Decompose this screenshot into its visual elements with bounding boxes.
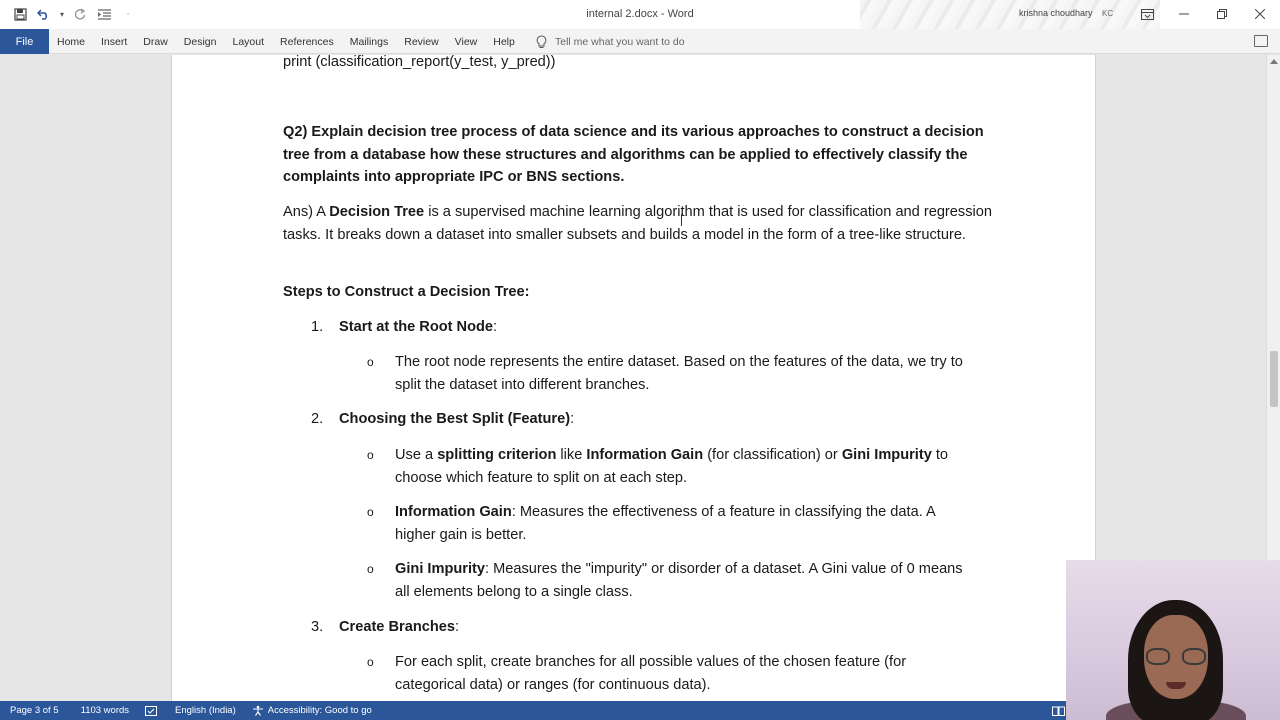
tab-file[interactable]: File: [0, 29, 49, 54]
list-item: 2. Choosing the Best Split (Feature):: [311, 408, 574, 431]
scroll-up-icon[interactable]: [1270, 59, 1278, 64]
save-icon[interactable]: [10, 5, 30, 23]
comments-icon[interactable]: [1254, 35, 1268, 47]
code-line: print (classification_report(y_test, y_pred)): [283, 55, 556, 70]
close-icon[interactable]: [1246, 4, 1274, 24]
tell-me-search[interactable]: [536, 29, 685, 54]
redo-icon[interactable]: [70, 5, 90, 23]
bullet-icon: o: [367, 655, 374, 669]
page-count[interactable]: Page 3 of 5: [10, 705, 59, 716]
document-page[interactable]: [171, 55, 1096, 701]
tab-design[interactable]: Design: [183, 35, 217, 48]
app-name: Word: [667, 8, 694, 20]
undo-icon[interactable]: [34, 5, 54, 23]
ribbon-tabs: [49, 29, 523, 54]
ribbon-tab-bar: [0, 29, 1280, 54]
bullet-icon: o: [367, 505, 374, 519]
tab-review[interactable]: Review: [404, 35, 439, 48]
ribbon-display-options-icon[interactable]: [1133, 4, 1161, 24]
list-item: o For each split, create branches for all possible values of the chosen feature (for categorical data) or ranges (for continuous data).: [367, 651, 967, 696]
quick-access-toolbar: [10, 5, 138, 23]
read-mode-icon[interactable]: [1052, 706, 1065, 716]
text-cursor: [681, 214, 683, 226]
tab-help[interactable]: Help: [493, 35, 515, 48]
accessibility-icon: [252, 705, 264, 716]
tab-draw[interactable]: Draw: [143, 35, 168, 48]
title-bar: [0, 0, 1280, 29]
step-title: Choosing the Best Split (Feature): [339, 411, 571, 427]
window-title: internal 2.docx - Word: [586, 8, 694, 20]
lightbulb-icon: [536, 35, 547, 49]
list-number: 3.: [311, 619, 324, 635]
tab-view[interactable]: View: [454, 35, 478, 48]
tell-me-placeholder: Tell me what you want to do: [555, 35, 685, 48]
step-title: Create Branches: [339, 619, 455, 635]
proofing-icon[interactable]: [145, 706, 157, 716]
webcam-overlay: [1066, 560, 1280, 720]
document-name: internal 2.docx: [586, 8, 658, 20]
tab-references[interactable]: References: [280, 35, 334, 48]
tab-home[interactable]: Home: [57, 35, 86, 48]
scrollbar-thumb[interactable]: [1270, 351, 1278, 407]
language-indicator[interactable]: English (India): [175, 705, 236, 716]
list-number: 1.: [311, 319, 324, 335]
steps-heading: Steps to Construct a Decision Tree:: [283, 284, 530, 300]
accessibility-status[interactable]: Accessibility: Good to go: [252, 705, 372, 716]
tab-mailings[interactable]: Mailings: [349, 35, 389, 48]
list-item: o Information Gain: Measures the effectiveness of a feature in classifying the data. A higher gain is better.: [367, 501, 967, 546]
avatar[interactable]: KC: [1102, 9, 1114, 18]
tab-layout[interactable]: Layout: [232, 35, 265, 48]
decision-tree-term: Decision Tree: [329, 204, 425, 220]
list-item: 1. Start at the Root Node:: [311, 316, 497, 339]
bullet-icon: o: [367, 355, 374, 369]
title-bar-pattern: [860, 0, 1160, 29]
list-item: o The root node represents the entire dataset. Based on the features of the data, we try to split the dataset into different branches.: [367, 351, 967, 396]
minimize-icon[interactable]: [1170, 4, 1198, 24]
customize-qat-icon[interactable]: ‧: [126, 9, 130, 19]
list-item: o Gini Impurity: Measures the "impurity" or disorder of a dataset. A Gini value of 0 means all elements belong to a single class.: [367, 558, 967, 603]
format-list-icon[interactable]: [94, 5, 114, 23]
restore-icon[interactable]: [1208, 4, 1236, 24]
question-paragraph: Q2) Explain decision tree process of data science and its various approaches to construct a decision tree from a database how these structures and algorithms can be applied to effectively classify the complaints into appropriate IPC or BNS sections.: [283, 124, 984, 185]
list-item: 3. Create Branches:: [311, 616, 459, 639]
list-number: 2.: [311, 411, 324, 427]
tab-insert[interactable]: Insert: [101, 35, 128, 48]
undo-dropdown-icon[interactable]: ▾: [59, 9, 64, 19]
bullet-icon: o: [367, 562, 374, 576]
list-item: o Use a splitting criterion like Information Gain (for classification) or Gini Impurity to choose which feature to split on at each step.: [367, 444, 967, 489]
account-name[interactable]: krishna choudhary: [1019, 8, 1093, 18]
step-title: Start at the Root Node: [339, 319, 494, 335]
word-count[interactable]: 1103 words: [80, 705, 130, 716]
bullet-icon: o: [367, 448, 374, 462]
answer-paragraph: Ans) A Decision Tree is a supervised machine learning algorithm that is used for classification and regression tasks. It breaks down a dataset into smaller subsets and builds a model in the form of a tree-like structure.: [283, 204, 992, 243]
